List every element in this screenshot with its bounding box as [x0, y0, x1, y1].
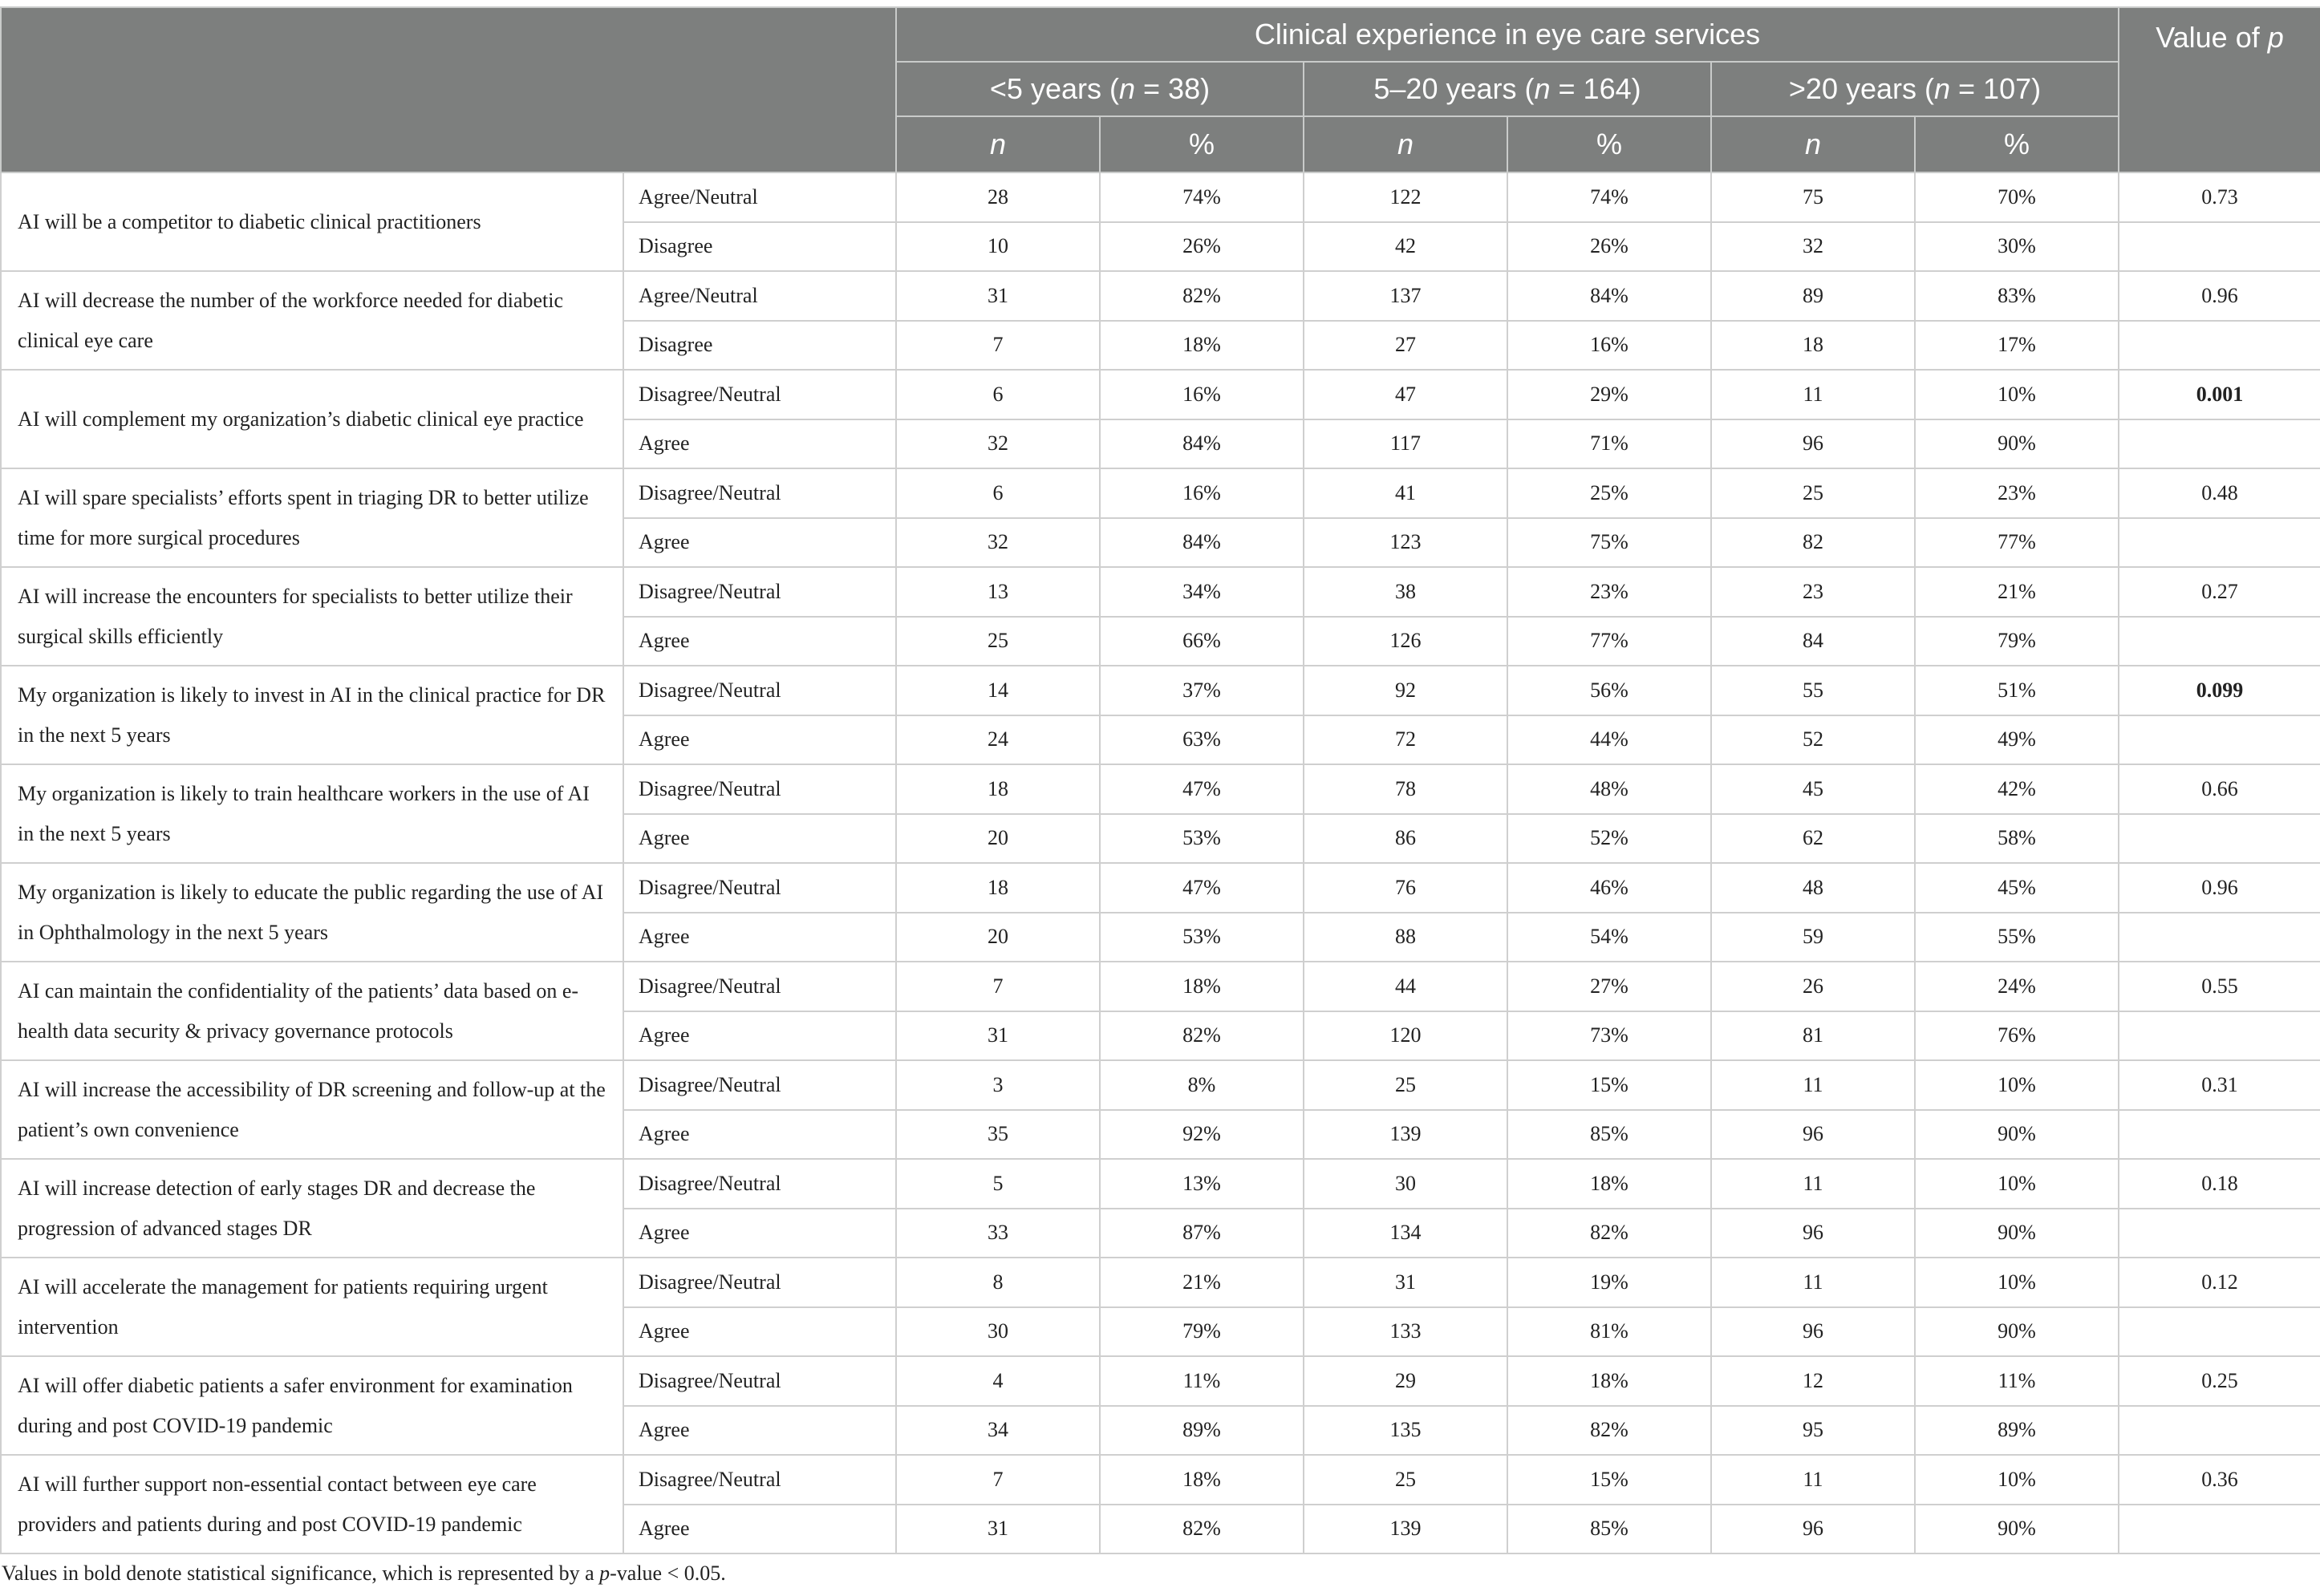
group-label-suffix: = 107)	[1950, 72, 2042, 105]
count-cell: 96	[1711, 1505, 1915, 1554]
group-n-symbol: n	[1118, 72, 1136, 105]
count-cell: 25	[1304, 1060, 1507, 1110]
group-n-symbol: n	[1934, 72, 1951, 105]
percent-cell: 89%	[1915, 1406, 2119, 1456]
statement-cell: AI will offer diabetic patients a safer environment for examination during and post COVID-19 pandemic	[1, 1356, 623, 1455]
count-cell: 31	[896, 1505, 1100, 1554]
percent-cell: 54%	[1507, 913, 1711, 962]
count-cell: 33	[896, 1209, 1100, 1258]
p-value-cell: 0.31	[2119, 1060, 2320, 1110]
count-cell: 26	[1711, 962, 1915, 1011]
percent-cell: 53%	[1100, 913, 1304, 962]
percent-cell: 18%	[1507, 1356, 1711, 1406]
percent-cell: 18%	[1507, 1159, 1711, 1209]
group-label-suffix: = 38)	[1135, 72, 1211, 105]
experience-group-header	[1304, 62, 1711, 116]
response-label: Agree	[623, 1011, 896, 1061]
table-row	[1, 468, 2320, 518]
empty-p-cell	[2119, 321, 2320, 371]
percent-cell: 90%	[1915, 419, 2119, 469]
table-body	[1, 172, 2320, 1553]
percent-cell: 82%	[1100, 1011, 1304, 1061]
empty-p-cell	[2119, 913, 2320, 962]
experience-group-header	[896, 62, 1304, 116]
response-label: Agree	[623, 1209, 896, 1258]
p-value-cell: 0.099	[2119, 666, 2320, 715]
count-cell: 30	[896, 1307, 1100, 1357]
count-cell: 95	[1711, 1406, 1915, 1456]
count-cell: 31	[1304, 1258, 1507, 1307]
statement-cell: AI will increase the encounters for specialists to better utilize their surgical skills efficiently	[1, 567, 623, 666]
count-cell: 123	[1304, 518, 1507, 568]
percent-cell: 75%	[1507, 518, 1711, 568]
blank-header-cell	[1, 7, 896, 172]
table-row	[1, 1356, 2320, 1406]
group-title-header: Clinical experience in eye care services	[896, 7, 2119, 62]
statement-cell: AI will spare specialists’ efforts spent in triaging DR to better utilize time for more surgical procedures	[1, 468, 623, 567]
count-cell: 28	[896, 172, 1100, 222]
statement-cell: AI will be a competitor to diabetic clinical practitioners	[1, 172, 623, 271]
count-cell: 11	[1711, 370, 1915, 419]
count-cell: 86	[1304, 814, 1507, 864]
count-cell: 55	[1711, 666, 1915, 715]
count-cell: 23	[1711, 567, 1915, 617]
percent-cell: 85%	[1507, 1505, 1711, 1554]
statement-cell: AI will accelerate the management for patients requiring urgent intervention	[1, 1258, 623, 1356]
percent-cell: 13%	[1100, 1159, 1304, 1209]
percent-cell: 18%	[1100, 321, 1304, 371]
percent-cell: 76%	[1915, 1011, 2119, 1061]
count-cell: 12	[1711, 1356, 1915, 1406]
percent-cell: 90%	[1915, 1110, 2119, 1160]
count-cell: 18	[1711, 321, 1915, 371]
percent-cell: 63%	[1100, 715, 1304, 765]
count-cell: 18	[896, 764, 1100, 814]
table-header	[1, 7, 2320, 172]
p-value-header: Value of p	[2119, 7, 2320, 172]
percent-cell: 49%	[1915, 715, 2119, 765]
count-cell: 25	[1304, 1455, 1507, 1505]
empty-p-cell	[2119, 1110, 2320, 1160]
response-label: Disagree/Neutral	[623, 764, 896, 814]
n-column-header	[1711, 116, 1915, 172]
percent-cell: 15%	[1507, 1060, 1711, 1110]
count-cell: 5	[896, 1159, 1100, 1209]
percent-cell: 66%	[1100, 617, 1304, 666]
count-cell: 14	[896, 666, 1100, 715]
p-value-cell: 0.48	[2119, 468, 2320, 518]
count-cell: 42	[1304, 222, 1507, 272]
percent-cell: 52%	[1507, 814, 1711, 864]
percent-column-header: %	[1100, 116, 1304, 172]
response-label: Agree	[623, 617, 896, 666]
count-cell: 41	[1304, 468, 1507, 518]
percent-cell: 26%	[1100, 222, 1304, 272]
response-label: Disagree/Neutral	[623, 1455, 896, 1505]
count-cell: 122	[1304, 172, 1507, 222]
count-cell: 32	[896, 518, 1100, 568]
empty-p-cell	[2119, 715, 2320, 765]
n-symbol: n	[989, 128, 1007, 160]
percent-cell: 46%	[1507, 863, 1711, 913]
empty-p-cell	[2119, 617, 2320, 666]
empty-p-cell	[2119, 1406, 2320, 1456]
percent-cell: 11%	[1100, 1356, 1304, 1406]
response-label: Disagree/Neutral	[623, 1356, 896, 1406]
percent-cell: 82%	[1507, 1209, 1711, 1258]
count-cell: 4	[896, 1356, 1100, 1406]
percent-cell: 16%	[1100, 370, 1304, 419]
response-label: Agree/Neutral	[623, 172, 896, 222]
empty-p-cell	[2119, 1011, 2320, 1061]
table-row	[1, 1060, 2320, 1110]
count-cell: 11	[1711, 1258, 1915, 1307]
p-value-cell: 0.27	[2119, 567, 2320, 617]
percent-cell: 23%	[1915, 468, 2119, 518]
count-cell: 96	[1711, 1110, 1915, 1160]
count-cell: 47	[1304, 370, 1507, 419]
response-label: Disagree/Neutral	[623, 468, 896, 518]
percent-cell: 82%	[1100, 1505, 1304, 1554]
p-value-cell: 0.25	[2119, 1356, 2320, 1406]
count-cell: 6	[896, 468, 1100, 518]
count-cell: 11	[1711, 1455, 1915, 1505]
count-cell: 27	[1304, 321, 1507, 371]
percent-cell: 18%	[1100, 962, 1304, 1011]
response-label: Disagree	[623, 321, 896, 371]
table-row	[1, 1258, 2320, 1307]
percent-cell: 70%	[1915, 172, 2119, 222]
response-label: Agree	[623, 1505, 896, 1554]
n-column-header	[896, 116, 1100, 172]
count-cell: 44	[1304, 962, 1507, 1011]
percent-cell: 18%	[1100, 1455, 1304, 1505]
percent-column-header: %	[1507, 116, 1711, 172]
percent-cell: 10%	[1915, 1060, 2119, 1110]
percent-cell: 47%	[1100, 863, 1304, 913]
percent-cell: 16%	[1507, 321, 1711, 371]
table-row	[1, 172, 2320, 222]
percent-cell: 77%	[1507, 617, 1711, 666]
percent-cell: 17%	[1915, 321, 2119, 371]
count-cell: 35	[896, 1110, 1100, 1160]
count-cell: 96	[1711, 1307, 1915, 1357]
table-row	[1, 370, 2320, 419]
count-cell: 7	[896, 321, 1100, 371]
percent-cell: 16%	[1100, 468, 1304, 518]
empty-p-cell	[2119, 419, 2320, 469]
percent-cell: 89%	[1100, 1406, 1304, 1456]
percent-cell: 10%	[1915, 1159, 2119, 1209]
p-value-cell: 0.66	[2119, 764, 2320, 814]
p-value-cell: 0.96	[2119, 271, 2320, 321]
percent-cell: 90%	[1915, 1307, 2119, 1357]
count-cell: 133	[1304, 1307, 1507, 1357]
percent-cell: 51%	[1915, 666, 2119, 715]
percent-cell: 37%	[1100, 666, 1304, 715]
count-cell: 8	[896, 1258, 1100, 1307]
p-value-cell: 0.36	[2119, 1455, 2320, 1505]
count-cell: 18	[896, 863, 1100, 913]
statement-cell: My organization is likely to educate the public regarding the use of AI in Ophthalmology in the next 5 years	[1, 863, 623, 962]
percent-cell: 24%	[1915, 962, 2119, 1011]
response-label: Agree	[623, 913, 896, 962]
count-cell: 117	[1304, 419, 1507, 469]
response-label: Disagree/Neutral	[623, 666, 896, 715]
count-cell: 96	[1711, 1209, 1915, 1258]
count-cell: 76	[1304, 863, 1507, 913]
statement-cell: AI will decrease the number of the workforce needed for diabetic clinical eye care	[1, 271, 623, 370]
percent-cell: 77%	[1915, 518, 2119, 568]
percent-cell: 23%	[1507, 567, 1711, 617]
percent-cell: 90%	[1915, 1505, 2119, 1554]
percent-cell: 15%	[1507, 1455, 1711, 1505]
statement-cell: AI will increase the accessibility of DR screening and follow-up at the patient’s own convenience	[1, 1060, 623, 1159]
response-label: Disagree/Neutral	[623, 962, 896, 1011]
count-cell: 89	[1711, 271, 1915, 321]
statement-cell: AI will increase detection of early stages DR and decrease the progression of advanced stages DR	[1, 1159, 623, 1258]
response-label: Disagree/Neutral	[623, 370, 896, 419]
response-label: Agree	[623, 1307, 896, 1357]
count-cell: 29	[1304, 1356, 1507, 1406]
count-cell: 134	[1304, 1209, 1507, 1258]
count-cell: 81	[1711, 1011, 1915, 1061]
count-cell: 24	[896, 715, 1100, 765]
percent-cell: 26%	[1507, 222, 1711, 272]
count-cell: 78	[1304, 764, 1507, 814]
table-row	[1, 863, 2320, 913]
table-row	[1, 962, 2320, 1011]
percent-cell: 10%	[1915, 1258, 2119, 1307]
percent-cell: 84%	[1100, 518, 1304, 568]
count-cell: 92	[1304, 666, 1507, 715]
statement-cell: AI will complement my organization’s diabetic clinical eye practice	[1, 370, 623, 468]
count-cell: 48	[1711, 863, 1915, 913]
percent-cell: 58%	[1915, 814, 2119, 864]
statement-cell: My organization is likely to invest in AI in the clinical practice for DR in the next 5 years	[1, 666, 623, 764]
percent-cell: 42%	[1915, 764, 2119, 814]
count-cell: 137	[1304, 271, 1507, 321]
count-cell: 59	[1711, 913, 1915, 962]
empty-p-cell	[2119, 1307, 2320, 1357]
table-row	[1, 1159, 2320, 1209]
p-value-cell: 0.18	[2119, 1159, 2320, 1209]
count-cell: 139	[1304, 1110, 1507, 1160]
group-label-prefix: >20 years (	[1788, 72, 1934, 105]
count-cell: 25	[896, 617, 1100, 666]
response-label: Agree/Neutral	[623, 271, 896, 321]
percent-cell: 30%	[1915, 222, 2119, 272]
percent-cell: 79%	[1100, 1307, 1304, 1357]
percent-cell: 44%	[1507, 715, 1711, 765]
percent-cell: 34%	[1100, 567, 1304, 617]
percent-column-header: %	[1915, 116, 2119, 172]
percent-cell: 73%	[1507, 1011, 1711, 1061]
response-label: Agree	[623, 715, 896, 765]
count-cell: 38	[1304, 567, 1507, 617]
percent-cell: 29%	[1507, 370, 1711, 419]
count-cell: 82	[1711, 518, 1915, 568]
percent-cell: 84%	[1100, 419, 1304, 469]
percent-cell: 81%	[1507, 1307, 1711, 1357]
percent-cell: 19%	[1507, 1258, 1711, 1307]
p-value-cell: 0.12	[2119, 1258, 2320, 1307]
response-label: Agree	[623, 814, 896, 864]
group-n-symbol: n	[1534, 72, 1551, 105]
count-cell: 10	[896, 222, 1100, 272]
percent-cell: 27%	[1507, 962, 1711, 1011]
n-column-header	[1304, 116, 1507, 172]
n-symbol: n	[1804, 128, 1822, 160]
count-cell: 135	[1304, 1406, 1507, 1456]
table-row	[1, 764, 2320, 814]
count-cell: 31	[896, 271, 1100, 321]
group-label-prefix: <5 years (	[989, 72, 1119, 105]
count-cell: 6	[896, 370, 1100, 419]
percent-cell: 10%	[1915, 1455, 2119, 1505]
response-label: Disagree/Neutral	[623, 1159, 896, 1209]
percent-cell: 56%	[1507, 666, 1711, 715]
empty-p-cell	[2119, 814, 2320, 864]
response-label: Agree	[623, 419, 896, 469]
group-label-prefix: 5–20 years (	[1373, 72, 1535, 105]
percent-cell: 8%	[1100, 1060, 1304, 1110]
count-cell: 84	[1711, 617, 1915, 666]
count-cell: 34	[896, 1406, 1100, 1456]
percent-cell: 74%	[1507, 172, 1711, 222]
count-cell: 7	[896, 962, 1100, 1011]
empty-p-cell	[2119, 222, 2320, 272]
results-table	[0, 6, 2320, 1554]
table-row	[1, 567, 2320, 617]
count-cell: 45	[1711, 764, 1915, 814]
count-cell: 52	[1711, 715, 1915, 765]
count-cell: 30	[1304, 1159, 1507, 1209]
count-cell: 120	[1304, 1011, 1507, 1061]
count-cell: 11	[1711, 1159, 1915, 1209]
p-value-cell: 0.73	[2119, 172, 2320, 222]
n-symbol: n	[1397, 128, 1414, 160]
count-cell: 7	[896, 1455, 1100, 1505]
count-cell: 88	[1304, 913, 1507, 962]
count-cell: 126	[1304, 617, 1507, 666]
percent-cell: 82%	[1100, 271, 1304, 321]
count-cell: 62	[1711, 814, 1915, 864]
table-row	[1, 666, 2320, 715]
response-label: Disagree/Neutral	[623, 863, 896, 913]
percent-cell: 48%	[1507, 764, 1711, 814]
count-cell: 96	[1711, 419, 1915, 469]
statement-cell: AI can maintain the confidentiality of the patients’ data based on e-health data security & privacy governance protocols	[1, 962, 623, 1060]
percent-cell: 92%	[1100, 1110, 1304, 1160]
count-cell: 3	[896, 1060, 1100, 1110]
response-label: Agree	[623, 518, 896, 568]
percent-cell: 79%	[1915, 617, 2119, 666]
statement-cell: AI will further support non-essential contact between eye care providers and patients during and post COVID-19 pandemic	[1, 1455, 623, 1553]
table-row	[1, 271, 2320, 321]
percent-cell: 53%	[1100, 814, 1304, 864]
percent-cell: 83%	[1915, 271, 2119, 321]
empty-p-cell	[2119, 1209, 2320, 1258]
percent-cell: 21%	[1100, 1258, 1304, 1307]
response-label: Disagree	[623, 222, 896, 272]
percent-cell: 71%	[1507, 419, 1711, 469]
response-label: Disagree/Neutral	[623, 1258, 896, 1307]
p-value-cell: 0.96	[2119, 863, 2320, 913]
count-cell: 32	[1711, 222, 1915, 272]
percent-cell: 45%	[1915, 863, 2119, 913]
response-label: Disagree/Neutral	[623, 1060, 896, 1110]
percent-cell: 87%	[1100, 1209, 1304, 1258]
empty-p-cell	[2119, 518, 2320, 568]
count-cell: 32	[896, 419, 1100, 469]
percent-cell: 21%	[1915, 567, 2119, 617]
percent-cell: 84%	[1507, 271, 1711, 321]
percent-cell: 90%	[1915, 1209, 2119, 1258]
response-label: Agree	[623, 1406, 896, 1456]
p-value-cell: 0.55	[2119, 962, 2320, 1011]
count-cell: 75	[1711, 172, 1915, 222]
count-cell: 20	[896, 913, 1100, 962]
percent-cell: 74%	[1100, 172, 1304, 222]
empty-p-cell	[2119, 1505, 2320, 1554]
count-cell: 31	[896, 1011, 1100, 1061]
percent-cell: 85%	[1507, 1110, 1711, 1160]
count-cell: 72	[1304, 715, 1507, 765]
count-cell: 20	[896, 814, 1100, 864]
p-value-cell: 0.001	[2119, 370, 2320, 419]
response-label: Agree	[623, 1110, 896, 1160]
count-cell: 11	[1711, 1060, 1915, 1110]
percent-cell: 47%	[1100, 764, 1304, 814]
experience-group-header	[1711, 62, 2119, 116]
percent-cell: 55%	[1915, 913, 2119, 962]
percent-cell: 25%	[1507, 468, 1711, 518]
statement-cell: My organization is likely to train healthcare workers in the use of AI in the next 5 years	[1, 764, 623, 863]
response-label: Disagree/Neutral	[623, 567, 896, 617]
count-cell: 13	[896, 567, 1100, 617]
percent-cell: 82%	[1507, 1406, 1711, 1456]
count-cell: 25	[1711, 468, 1915, 518]
percent-cell: 11%	[1915, 1356, 2119, 1406]
group-label-suffix: = 164)	[1550, 72, 1641, 105]
count-cell: 139	[1304, 1505, 1507, 1554]
table-footnote: Values in bold denote statistical significance, which is represented by a p-value < 0.05.	[2, 1562, 726, 1585]
table-row	[1, 1455, 2320, 1505]
percent-cell: 10%	[1915, 370, 2119, 419]
